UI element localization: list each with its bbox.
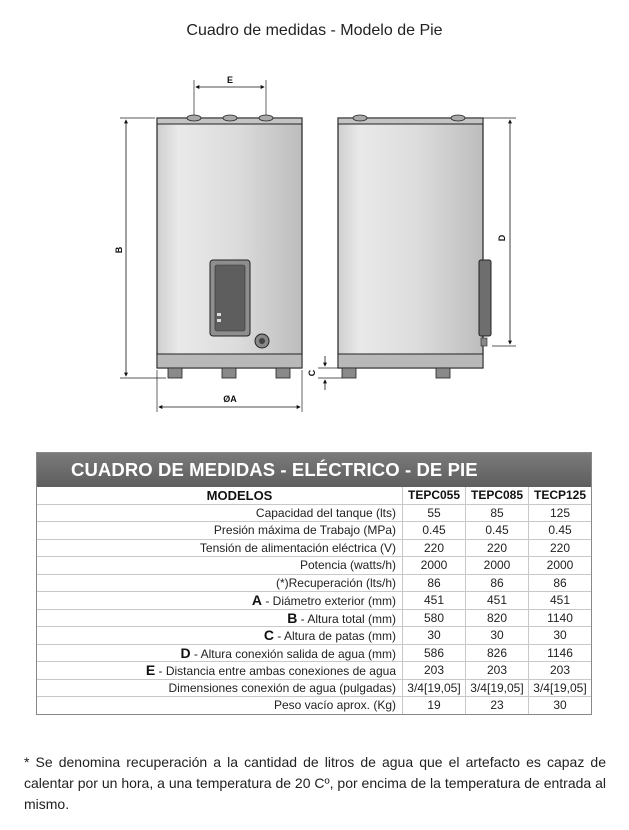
row-label-text: - Altura total (mm): [297, 611, 396, 626]
row-value: 86: [529, 574, 592, 592]
table-row: [37, 627, 591, 645]
table-row: [37, 522, 591, 540]
row-value: 451: [466, 592, 529, 610]
row-value: 23: [466, 697, 529, 714]
row-label: [37, 662, 403, 680]
row-value: 1146: [529, 644, 592, 662]
row-value: 2000: [466, 557, 529, 575]
dimension-letter: D: [180, 644, 191, 661]
row-label-text: (*)Recuperación (lts/h): [275, 575, 396, 590]
page-title: Cuadro de medidas - Modelo de Pie: [186, 22, 443, 39]
row-value: 1140: [529, 609, 592, 627]
row-value: 30: [529, 697, 592, 714]
table-row: [37, 539, 591, 557]
row-label-text: - Altura conexión salida de agua (mm): [190, 646, 396, 661]
row-value: 0.45: [466, 522, 529, 540]
dimension-c: [307, 356, 342, 390]
dimension-letter: E: [145, 662, 156, 679]
row-value: 2000: [529, 557, 592, 575]
row-value: 85: [466, 504, 529, 522]
table-row: [37, 592, 591, 610]
table-row: [37, 609, 591, 627]
dimension-letter: B: [287, 609, 298, 626]
row-value: 55: [403, 504, 466, 522]
row-value: 203: [466, 662, 529, 680]
dimension-e: [194, 75, 266, 115]
row-value: 451: [529, 592, 592, 610]
row-label: [37, 627, 403, 645]
row-label: [37, 522, 403, 540]
row-value: 203: [403, 662, 466, 680]
row-value: 3/4[19,05]: [529, 679, 592, 697]
table-row: [37, 644, 591, 662]
row-value: 220: [529, 539, 592, 557]
row-value: 125: [529, 504, 592, 522]
table-row: [37, 557, 591, 575]
row-label: [37, 697, 403, 714]
table-row: [37, 662, 591, 680]
row-label-text: Peso vacío aprox. (Kg): [273, 698, 396, 713]
row-label: [37, 679, 403, 697]
row-value: 86: [403, 574, 466, 592]
row-value: 2000: [403, 557, 466, 575]
row-label-text: - Distancia entre ambas conexiones de agua: [155, 664, 396, 679]
dimension-a-label: ØA: [223, 394, 237, 404]
row-label: [37, 609, 403, 627]
column-header-model: TEPC085: [466, 487, 529, 504]
specs-table: [36, 452, 592, 715]
row-value: 3/4[19,05]: [466, 679, 529, 697]
row-value: 19: [403, 697, 466, 714]
table-row: [37, 504, 591, 522]
row-value: 30: [466, 627, 529, 645]
row-value: 0.45: [403, 522, 466, 540]
dimension-e-label: E: [226, 75, 234, 85]
row-value: 30: [529, 627, 592, 645]
table-row: [37, 697, 591, 714]
row-value: 820: [466, 609, 529, 627]
table-head-row: [37, 487, 591, 504]
row-value: 451: [403, 592, 466, 610]
column-header-model: TEPC055: [403, 487, 466, 504]
table-header: CUADRO DE MEDIDAS - ELÉCTRICO - DE PIE: [37, 453, 591, 487]
row-label-text: - Altura de patas (mm): [273, 629, 396, 644]
dimension-c-label: C: [307, 369, 317, 377]
specs-grid: [37, 487, 591, 714]
row-label-text: Potencia (watts/h): [299, 558, 396, 573]
row-label: [37, 592, 403, 610]
row-label-text: Presión máxima de Trabajo (MPa): [213, 523, 396, 538]
row-value: 86: [466, 574, 529, 592]
technical-drawing: [0, 60, 629, 430]
column-header-models: MODELOS: [37, 487, 403, 504]
row-label: [37, 504, 403, 522]
row-value: 580: [403, 609, 466, 627]
row-value: 203: [529, 662, 592, 680]
row-value: 30: [403, 627, 466, 645]
row-label-text: Capacidad del tanque (lts): [255, 505, 396, 520]
table-body: [37, 504, 591, 714]
row-label-text: - Diámetro exterior (mm): [261, 594, 396, 609]
row-label: [37, 539, 403, 557]
row-label: [37, 557, 403, 575]
row-value: 220: [466, 539, 529, 557]
row-label-text: Dimensiones conexión de agua (pulgadas): [168, 680, 396, 695]
column-header-model: TECP125: [529, 487, 592, 504]
dimension-b-label: B: [114, 246, 124, 254]
table-row: [37, 679, 591, 697]
row-value: 586: [403, 644, 466, 662]
row-value: 220: [403, 539, 466, 557]
row-label: [37, 574, 403, 592]
table-row: [37, 574, 591, 592]
side-view-tank: [338, 115, 491, 378]
dimension-letter: A: [251, 592, 262, 609]
front-view-tank: [157, 115, 302, 378]
dimension-d-label: D: [497, 234, 507, 242]
row-label: [37, 644, 403, 662]
dimension-letter: C: [263, 627, 274, 644]
row-value: 826: [466, 644, 529, 662]
row-label-text: Tensión de alimentación eléctrica (V): [199, 540, 396, 555]
row-value: 0.45: [529, 522, 592, 540]
footnote: * Se denomina recuperación a la cantidad de litros de agua que el artefacto es capaz de calentar por un hora, a una temperatura de 20 Cº, por encima de la temperatura de entrada al mismo.: [24, 754, 606, 812]
row-value: 3/4[19,05]: [403, 679, 466, 697]
